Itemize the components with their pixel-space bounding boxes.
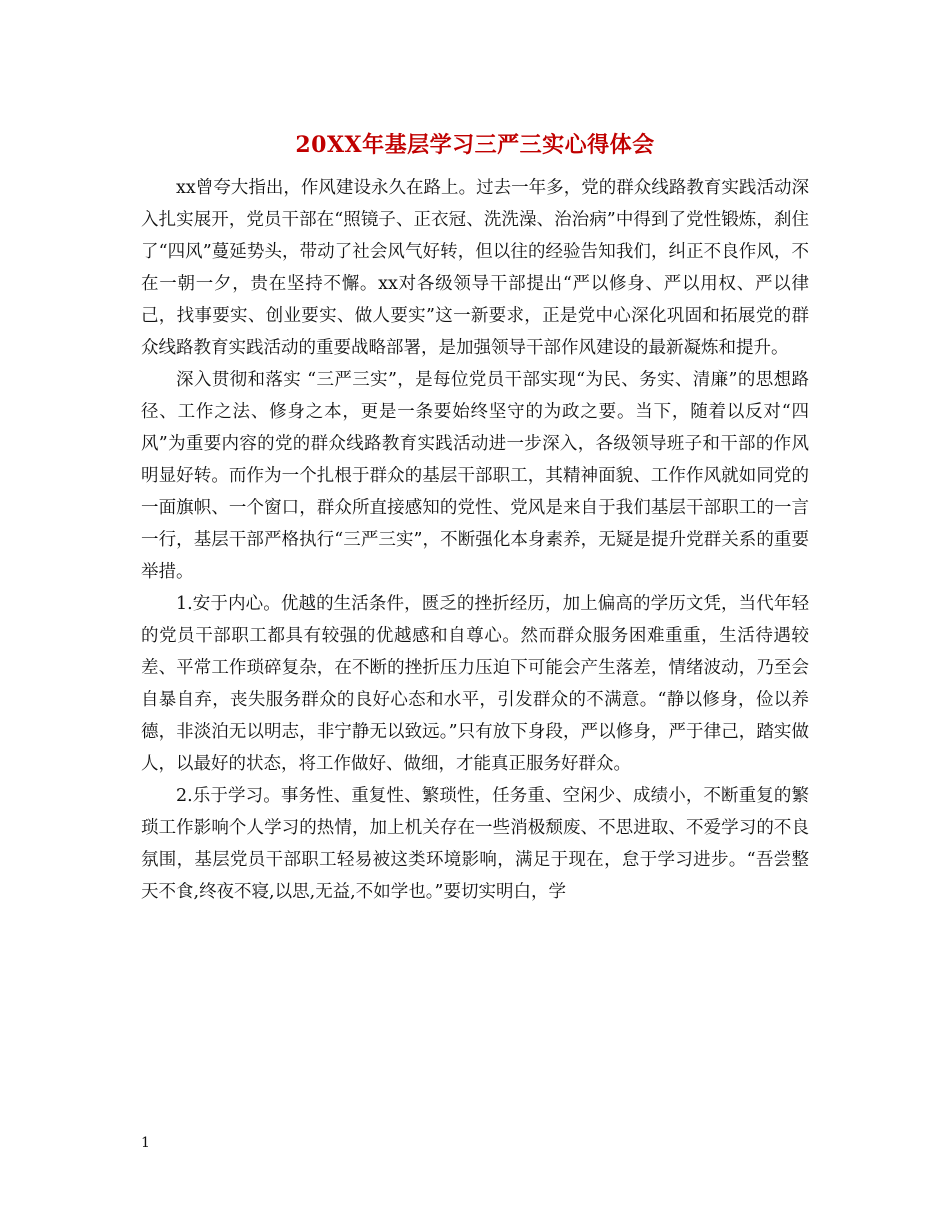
document-title: 20XX年基层学习三严三实心得体会 xyxy=(295,132,655,158)
paragraph: xx曾夸大指出，作风建设永久在路上。过去一年多，党的群众线路教育实践活动深入扎实展开，党员干部在“照镜子、正衣冠、洗洗澡、治治病”中得到了党性锻炼，刹住了“四风”蔓延势头，带动了社会风气好转，但以往的经验告知我们，纠正不良作风，不在一朝一夕，贵在坚持不懈。xx对各级领导干部提出“严以修身、严以用权、严以律己，找事要实、创业要实、做人要实”这一新要求，正是党中心深化巩固和拓展党的群众线路教育实践活动的重要战略部署，是加强领导干部作风建设的最新凝炼和提升。 xyxy=(141,178,809,358)
page-number: 1 xyxy=(141,1135,150,1151)
document-body xyxy=(141,172,809,908)
paragraph: 1.安于内心。优越的生活条件，匮乏的挫折经历，加上偏高的学历文凭，当代年轻的党员干部职工都具有较强的优越感和自尊心。然而群众服务困难重重，生活待遇较差、平常工作琐碎复杂，在不断的挫折压力压迫下可能会产生落差，情绪波动，乃至会自暴自弃，丧失服务群众的良好心态和水平，引发群众的不满意。“静以修身，俭以养德，非淡泊无以明志，非宁静无以致远。”只有放下身段，严以修身，严于律己，踏实做人，以最好的状态，将工作做好、做细，才能真正服务好群众。 xyxy=(141,594,809,774)
paragraph: 深入贯彻和落实 “三严三实”，是每位党员干部实现“为民、务实、清廉”的思想路径、工作之法、修身之本，更是一条要始终坚守的为政之要。当下，随着以反对“四风”为重要内容的党的群众线路教育实践活动进一步深入，各级领导班子和干部的作风明显好转。而作为一个扎根于群众的基层干部职工，其精神面貌、工作作风就如同党的一面旗帜、一个窗口，群众所直接感知的党性、党风是来自于我们基层干部职工的一言一行，基层干部严格执行“三严三实”，不断强化本身素养，无疑是提升党群关系的重要举措。 xyxy=(141,370,809,582)
paragraph: 2.乐于学习。事务性、重复性、繁琐性，任务重、空闲少、成绩小，不断重复的繁琐工作影响个人学习的热情，加上机关存在一些消极颓废、不思进取、不爱学习的不良氛围，基层党员干部职工轻易被这类环境影响，满足于现在，怠于学习进步。“吾尝整天不食,终夜不寝,以思,无益,不如学也。”要切实明白，学 xyxy=(141,786,809,902)
